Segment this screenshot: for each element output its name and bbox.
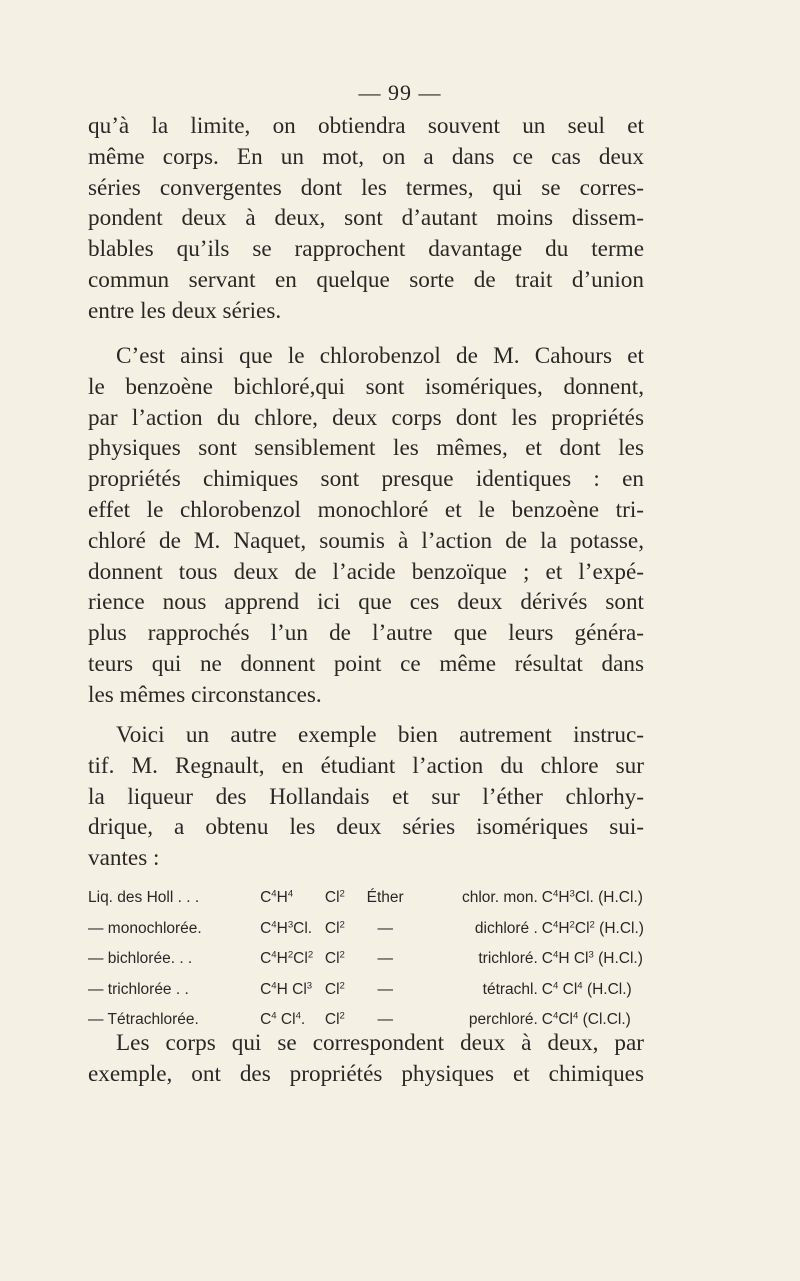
paragraph-1: [88, 111, 644, 327]
left-formula: $C^4H^3Cl$.: [260, 919, 313, 937]
isomeric-series-table: [88, 883, 644, 1036]
paragraph-4: [88, 1028, 644, 1090]
left-chlorine: Cl$^2$: [324, 919, 345, 937]
series-row: [88, 883, 644, 914]
paragraph-3: [88, 720, 644, 874]
text-line: entre les deux séries.: [88, 297, 282, 324]
right-formula: $C^4H$ Cl$^3$ (H.Cl.): [541, 949, 643, 968]
right-prefix: —: [377, 950, 393, 968]
text-line: exemple, ont des propriétés physiques et chimiques: [88, 1060, 644, 1087]
text-line: blables qu’ils se rapprochent davantage du terme: [88, 236, 644, 263]
text-line: plus rapprochés l’un de l’autre que leurs généra-: [88, 620, 644, 647]
left-formula: $C^4H^2Cl^2$: [260, 949, 314, 968]
right-prefix: —: [377, 980, 393, 998]
right-label: perchloré.: [468, 1011, 538, 1029]
text-line: Voici un autre exemple bien autrement instruc-: [116, 722, 644, 748]
text-line: propriétés chimiques sont presque identiques : en: [88, 466, 644, 493]
right-label: chlor. mon.: [461, 889, 538, 907]
text-line: la liqueur des Hollandais et sur l’éther chlorhy-: [88, 783, 644, 810]
text-line: même corps. En un mot, on a dans ce cas deux: [88, 143, 644, 170]
left-formula: $C^4H$ Cl$^3$: [260, 980, 313, 998]
text-line: pondent deux à deux, sont d’autant moins dissem-: [88, 205, 644, 232]
series-row: [88, 914, 644, 945]
series-row: [88, 975, 644, 1006]
right-formula: $C^4$ Cl$^4$ (H.Cl.): [541, 980, 632, 998]
right-label: dichloré .: [474, 919, 538, 937]
left-label: — trichlorée . .: [88, 980, 189, 998]
series-row: [88, 944, 644, 975]
left-label: — bichlorée. . .: [88, 950, 193, 968]
left-chlorine: Cl$^2$: [324, 949, 345, 968]
text-line: vantes :: [88, 845, 160, 872]
left-chlorine: Cl$^2$: [324, 1010, 345, 1029]
left-chlorine: Cl$^2$: [324, 888, 345, 907]
text-line: par l’action du chlore, deux corps dont les propriétés: [88, 404, 644, 431]
text-line: les mêmes circonstances.: [88, 681, 322, 708]
text-line: chloré de M. Naquet, soumis à l’action de la potasse,: [88, 527, 644, 554]
right-prefix: Éther: [366, 889, 404, 907]
right-formula: $C^4H^3Cl$. (H.Cl.): [541, 888, 643, 907]
text-line: donnent tous deux de l’acide benzoïque ; et l’expé-: [88, 558, 644, 585]
text-line: qu’à la limite, on obtiendra souvent un seul et: [88, 113, 644, 139]
right-prefix: —: [377, 919, 393, 937]
text-line: tif. M. Regnault, en étudiant l’action du chlore sur: [88, 752, 644, 779]
right-formula: $C^4H^2Cl^2$ (H.Cl.): [541, 919, 644, 937]
left-label: — monochlorée.: [88, 919, 202, 937]
paragraph-2: [88, 341, 644, 711]
text-line: Les corps qui se correspondent deux à deux, par: [116, 1030, 644, 1056]
text-line: physiques sont sensiblement les mêmes, et dont les: [88, 435, 644, 462]
text-line: C’est ainsi que le chlorobenzol de M. Cahours et: [116, 343, 644, 369]
text-line: drique, a obtenu les deux séries isomériques sui-: [88, 814, 644, 841]
text-line: séries convergentes dont les termes, qui se corres-: [88, 174, 644, 201]
left-formula: $C^4H^4$: [260, 888, 294, 907]
text-line: teurs qui ne donnent point ce même résultat dans: [88, 650, 644, 677]
right-prefix: —: [377, 1011, 393, 1029]
text-line: effet le chlorobenzol monochloré et le benzoène tri-: [88, 496, 644, 523]
page-number: — 99 —: [358, 80, 442, 105]
right-label: trichloré.: [478, 950, 538, 968]
text-line: le benzoène bichloré,qui sont isomériques, donnent,: [88, 373, 644, 400]
left-formula: $C^4$ Cl$^4$.: [260, 1010, 306, 1029]
left-chlorine: Cl$^2$: [324, 980, 345, 998]
text-line: rience nous apprend ici que ces deux dérivés sont: [88, 589, 644, 616]
text-line: commun servant en quelque sorte de trait d’union: [88, 266, 644, 293]
left-label: — Tétrachlorée.: [88, 1011, 199, 1029]
right-formula: $C^4Cl^4$ (Cl.Cl.): [541, 1010, 631, 1029]
left-label: Liq. des Holl . . .: [88, 889, 200, 907]
right-label: tétrachl.: [482, 980, 538, 998]
